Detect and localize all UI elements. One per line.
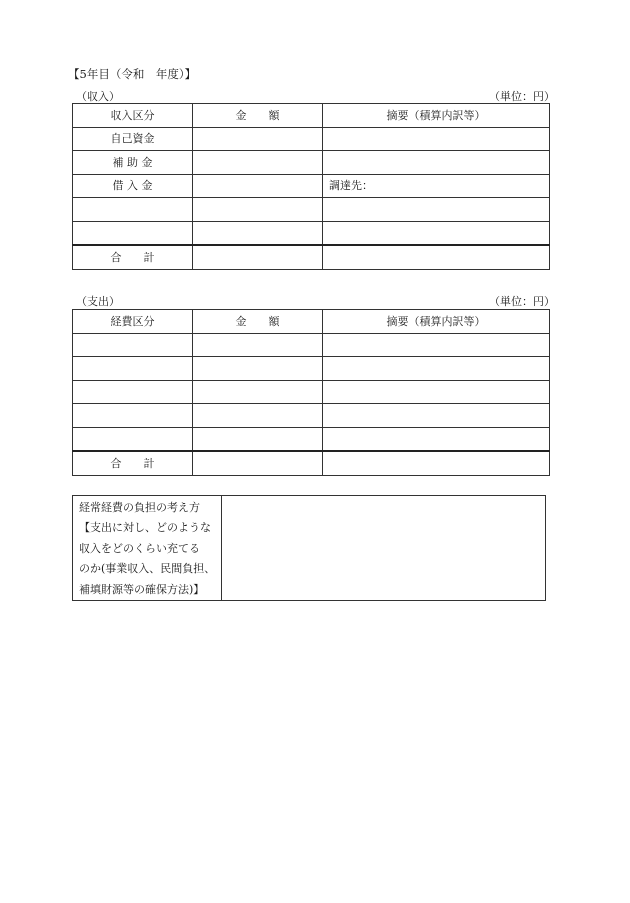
income-summary-cell[interactable] [323,221,550,245]
table-row [73,127,550,151]
expense-summary-cell[interactable] [323,357,550,381]
expense-header-amount: 金 額 [193,310,323,334]
expense-summary-cell[interactable] [323,427,550,451]
expense-category-cell[interactable] [73,357,193,381]
expense-total-amount[interactable] [193,451,323,475]
income-header-amount: 金 額 [193,104,323,128]
income-unit-label: （単位：円） [489,90,555,103]
policy-label-line: のか(事業収入、民間負担、 [79,562,216,576]
table-row [73,198,550,222]
expense-summary-cell[interactable] [323,404,550,428]
expense-amount-cell[interactable] [193,404,323,428]
expense-total-summary[interactable] [323,451,550,475]
income-amount-cell[interactable] [193,151,323,175]
income-amount-cell[interactable] [193,127,323,151]
table-row [73,404,550,428]
income-total-amount[interactable] [193,245,323,269]
expense-policy-content[interactable] [222,496,545,600]
expense-amount-cell[interactable] [193,357,323,381]
income-amount-cell[interactable] [193,198,323,222]
income-summary-cell[interactable] [323,198,550,222]
table-row [73,151,550,175]
expense-category-cell[interactable] [73,380,193,404]
policy-label-line: 【支出に対し、どのような [79,521,211,535]
income-category-cell[interactable] [73,221,193,245]
expense-unit-label: （単位：円） [489,295,555,308]
expense-table [72,309,550,476]
income-summary-cell[interactable] [323,151,550,175]
table-row [73,380,550,404]
expense-header-row [73,310,550,334]
policy-label-line: 経常経費の負担の考え方 [79,501,200,514]
policy-label-line: 補填財源等の確保方法)】 [79,582,205,596]
table-row [73,221,550,245]
expense-category-cell[interactable] [73,333,193,357]
income-amount-cell[interactable] [193,174,323,198]
expense-policy-label [73,496,222,600]
income-category-cell: 補 助 金 [73,151,193,175]
table-row [73,333,550,357]
expense-category-cell[interactable] [73,404,193,428]
income-header-row [73,104,550,128]
income-category-cell: 自己資金 [73,127,193,151]
expense-policy-box [72,495,546,601]
expense-category-cell[interactable] [73,427,193,451]
expense-amount-cell[interactable] [193,380,323,404]
table-row [73,427,550,451]
income-summary-cell[interactable] [323,127,550,151]
expense-summary-cell[interactable] [323,333,550,357]
income-category-cell: 借 入 金 [73,174,193,198]
income-total-summary[interactable] [323,245,550,269]
income-category-cell[interactable] [73,198,193,222]
expense-header-category: 経費区分 [73,310,193,334]
income-summary-cell[interactable]: 調達先： [323,174,550,198]
expense-summary-cell[interactable] [323,380,550,404]
table-row [73,174,550,198]
policy-label-line: 収入をどのくらい充てる [79,541,200,555]
income-label: （収入） [76,90,120,103]
income-header-summary: 摘要（積算内訳等） [323,104,550,128]
income-amount-cell[interactable] [193,221,323,245]
expense-total-row [73,451,550,475]
income-header-category: 収入区分 [73,104,193,128]
income-table [72,103,550,270]
table-row [73,357,550,381]
income-total-label: 合 計 [73,245,193,269]
expense-label: （支出） [76,295,120,308]
expense-total-label: 合 計 [73,451,193,475]
expense-amount-cell[interactable] [193,427,323,451]
income-total-row [73,245,550,269]
section-title: 【5年目（令和 年度）】 [68,67,197,81]
expense-header-summary: 摘要（積算内訳等） [323,310,550,334]
expense-amount-cell[interactable] [193,333,323,357]
